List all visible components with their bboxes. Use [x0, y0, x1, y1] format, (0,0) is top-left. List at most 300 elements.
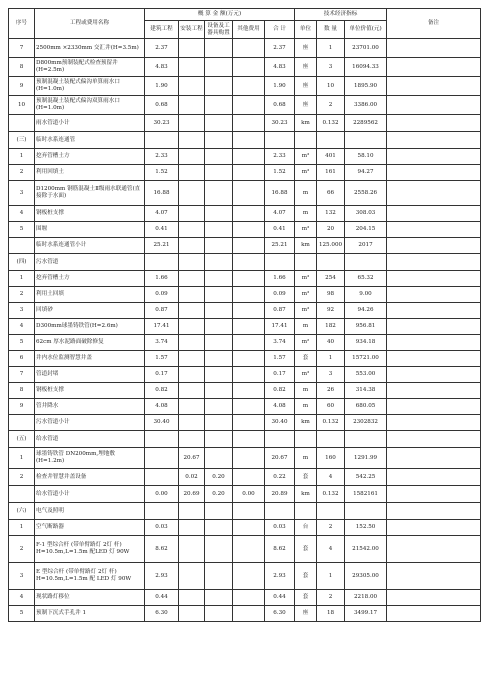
row-unit-price: 58.10 — [345, 149, 387, 165]
row-quantity: 18 — [317, 606, 345, 622]
table-row — [9, 39, 481, 58]
row-index: 3 — [9, 181, 35, 206]
row-unit: km — [295, 238, 317, 254]
row-total: 25.21 — [265, 238, 295, 254]
row-remarks — [387, 149, 481, 165]
row-installation — [179, 115, 205, 132]
row-equipment — [205, 351, 233, 367]
row-other — [233, 181, 265, 206]
row-remarks — [387, 115, 481, 132]
row-unit: 套 — [295, 536, 317, 563]
row-installation — [179, 399, 205, 415]
row-unit-price: 2289562 — [345, 115, 387, 132]
empty-cell — [233, 132, 265, 149]
table-body — [9, 39, 481, 622]
empty-cell — [205, 132, 233, 149]
row-remarks — [387, 590, 481, 606]
row-equipment: 0.20 — [205, 469, 233, 486]
row-total: 2.37 — [265, 39, 295, 58]
empty-cell — [295, 254, 317, 271]
row-quantity: 0.132 — [317, 486, 345, 503]
row-construction: 2.33 — [145, 149, 179, 165]
row-index: 4 — [9, 590, 35, 606]
table-row — [9, 520, 481, 536]
row-quantity: 125.000 — [317, 238, 345, 254]
row-construction: 0.41 — [145, 222, 179, 238]
row-quantity: 132 — [317, 206, 345, 222]
row-construction: 6.30 — [145, 606, 179, 622]
row-other — [233, 319, 265, 335]
row-total: 17.41 — [265, 319, 295, 335]
row-name: 回填砂 — [35, 303, 145, 319]
row-installation — [179, 415, 205, 431]
header-quantity: 数 量 — [317, 21, 345, 39]
row-unit: 座 — [295, 77, 317, 96]
empty-cell — [179, 254, 205, 271]
row-other — [233, 367, 265, 383]
row-total: 30.40 — [265, 415, 295, 431]
empty-cell — [387, 503, 481, 520]
table-row — [9, 590, 481, 606]
row-total: 6.30 — [265, 606, 295, 622]
row-construction: 0.00 — [145, 486, 179, 503]
row-remarks — [387, 563, 481, 590]
row-index: 2 — [9, 469, 35, 486]
row-construction: 30.23 — [145, 115, 179, 132]
row-equipment — [205, 58, 233, 77]
row-remarks — [387, 303, 481, 319]
row-other — [233, 165, 265, 181]
row-unit-price: 308.03 — [345, 206, 387, 222]
row-unit-price: 3386.00 — [345, 96, 387, 115]
row-construction: 1.90 — [145, 77, 179, 96]
row-index: 1 — [9, 149, 35, 165]
header-installation: 安装工程 — [179, 21, 205, 39]
row-installation — [179, 39, 205, 58]
row-remarks — [387, 351, 481, 367]
empty-cell — [265, 431, 295, 448]
row-installation — [179, 181, 205, 206]
row-construction: 0.82 — [145, 383, 179, 399]
row-unit: 座 — [295, 606, 317, 622]
table-row — [9, 399, 481, 415]
empty-cell — [387, 254, 481, 271]
row-index: 9 — [9, 77, 35, 96]
row-total: 0.82 — [265, 383, 295, 399]
empty-cell — [145, 431, 179, 448]
row-installation — [179, 149, 205, 165]
row-index — [9, 486, 35, 503]
empty-cell — [179, 132, 205, 149]
section-title: 电气及照明 — [35, 503, 145, 520]
row-name: 预制混凝土装配式偏沟双算雨水口(H=1.0m) — [35, 96, 145, 115]
empty-cell — [317, 132, 345, 149]
table-row — [9, 351, 481, 367]
table-row — [9, 383, 481, 399]
row-quantity: 1 — [317, 563, 345, 590]
row-construction: 2.93 — [145, 563, 179, 590]
row-remarks — [387, 486, 481, 503]
row-total: 4.08 — [265, 399, 295, 415]
table-row — [9, 367, 481, 383]
row-equipment — [205, 520, 233, 536]
row-total: 3.74 — [265, 335, 295, 351]
row-installation — [179, 96, 205, 115]
row-quantity: 1 — [317, 351, 345, 367]
row-equipment — [205, 39, 233, 58]
row-installation: 20.69 — [179, 486, 205, 503]
row-equipment — [205, 399, 233, 415]
row-quantity: 401 — [317, 149, 345, 165]
row-quantity: 60 — [317, 399, 345, 415]
header-total: 合 计 — [265, 21, 295, 39]
subtotal-row — [9, 415, 481, 431]
row-name: D300mm球墨铸铁管(H=2.6m) — [35, 319, 145, 335]
table-row — [9, 448, 481, 469]
empty-cell — [179, 431, 205, 448]
row-construction: 0.09 — [145, 287, 179, 303]
row-unit: m — [295, 319, 317, 335]
row-unit: m³ — [295, 367, 317, 383]
empty-cell — [295, 503, 317, 520]
table-row — [9, 303, 481, 319]
row-remarks — [387, 77, 481, 96]
row-remarks — [387, 383, 481, 399]
row-unit-price: 65.32 — [345, 271, 387, 287]
empty-cell — [233, 431, 265, 448]
row-equipment — [205, 181, 233, 206]
row-remarks — [387, 165, 481, 181]
empty-cell — [317, 431, 345, 448]
subtotal-row — [9, 238, 481, 254]
row-total: 2.33 — [265, 149, 295, 165]
row-construction: 1.57 — [145, 351, 179, 367]
row-installation — [179, 287, 205, 303]
row-total: 30.23 — [265, 115, 295, 132]
row-total: 2.93 — [265, 563, 295, 590]
row-name: D1200mm 钢筋混凝土Ⅱ级雨水联通管(直接除于水面) — [35, 181, 145, 206]
row-index: 9 — [9, 399, 35, 415]
row-name: 空气断路器 — [35, 520, 145, 536]
empty-cell — [317, 503, 345, 520]
row-installation — [179, 520, 205, 536]
row-other — [233, 39, 265, 58]
row-other — [233, 287, 265, 303]
row-installation — [179, 351, 205, 367]
empty-cell — [145, 503, 179, 520]
row-total: 0.17 — [265, 367, 295, 383]
row-quantity: 10 — [317, 77, 345, 96]
row-index: 6 — [9, 351, 35, 367]
row-unit: m — [295, 399, 317, 415]
row-unit-price: 152.50 — [345, 520, 387, 536]
header-tech-group: 技术经济指标 — [295, 9, 387, 21]
row-installation — [179, 206, 205, 222]
empty-cell — [205, 254, 233, 271]
row-unit-price: 94.26 — [345, 303, 387, 319]
section-index: (五) — [9, 431, 35, 448]
row-name: 利用回填土 — [35, 165, 145, 181]
row-unit-price: 15721.00 — [345, 351, 387, 367]
header-remarks: 备注 — [387, 9, 481, 39]
row-other — [233, 149, 265, 165]
row-equipment — [205, 606, 233, 622]
row-total: 20.89 — [265, 486, 295, 503]
row-construction: 17.41 — [145, 319, 179, 335]
row-index: 4 — [9, 319, 35, 335]
row-construction: 0.87 — [145, 303, 179, 319]
row-total: 0.87 — [265, 303, 295, 319]
row-unit: m³ — [295, 165, 317, 181]
row-other — [233, 351, 265, 367]
empty-cell — [387, 132, 481, 149]
section-row — [9, 254, 481, 271]
row-unit: m³ — [295, 222, 317, 238]
row-equipment — [205, 222, 233, 238]
empty-cell — [265, 254, 295, 271]
row-remarks — [387, 238, 481, 254]
row-name: 雨水管道小计 — [35, 115, 145, 132]
row-quantity: 4 — [317, 469, 345, 486]
row-remarks — [387, 271, 481, 287]
row-unit: 台 — [295, 520, 317, 536]
empty-cell — [317, 254, 345, 271]
section-row — [9, 431, 481, 448]
row-unit-price: 314.38 — [345, 383, 387, 399]
row-quantity: 3 — [317, 367, 345, 383]
row-total: 4.07 — [265, 206, 295, 222]
row-unit-price: 9.00 — [345, 287, 387, 303]
row-unit: km — [295, 415, 317, 431]
row-equipment — [205, 536, 233, 563]
row-other: 0.00 — [233, 486, 265, 503]
row-name: 围堰 — [35, 222, 145, 238]
row-equipment — [205, 271, 233, 287]
row-quantity: 182 — [317, 319, 345, 335]
row-quantity: 40 — [317, 335, 345, 351]
row-quantity: 160 — [317, 448, 345, 469]
row-unit: m³ — [295, 149, 317, 165]
row-unit-price: 956.81 — [345, 319, 387, 335]
row-name: E 型综合杆 (带单臂路灯 2灯 杆) H=10.5m,L=1.5m 配 LED 灯 90W — [35, 563, 145, 590]
header-other: 其他费用 — [233, 21, 265, 39]
table-row — [9, 319, 481, 335]
row-quantity: 98 — [317, 287, 345, 303]
row-name: 62cm 厚水泥路面破除修复 — [35, 335, 145, 351]
row-construction: 4.08 — [145, 399, 179, 415]
row-equipment — [205, 96, 233, 115]
section-row — [9, 132, 481, 149]
row-remarks — [387, 367, 481, 383]
row-total: 0.09 — [265, 287, 295, 303]
row-index: 7 — [9, 367, 35, 383]
row-unit-price: 2558.26 — [345, 181, 387, 206]
row-unit-price: 1895.90 — [345, 77, 387, 96]
empty-cell — [265, 132, 295, 149]
row-unit: m² — [295, 335, 317, 351]
header-index: 序号 — [9, 9, 35, 39]
row-installation — [179, 563, 205, 590]
subtotal-row — [9, 115, 481, 132]
row-construction: 0.03 — [145, 520, 179, 536]
row-remarks — [387, 287, 481, 303]
row-unit-price: 680.05 — [345, 399, 387, 415]
row-name: 2500mm ×2330mm 交汇井(H=3.5m) — [35, 39, 145, 58]
empty-cell — [345, 254, 387, 271]
row-other — [233, 115, 265, 132]
header-construction: 建筑工程 — [145, 21, 179, 39]
empty-cell — [233, 503, 265, 520]
row-other — [233, 335, 265, 351]
row-index: 2 — [9, 165, 35, 181]
row-index: 8 — [9, 58, 35, 77]
header-unit: 单位 — [295, 21, 317, 39]
row-construction: 1.66 — [145, 271, 179, 287]
row-total: 0.68 — [265, 96, 295, 115]
row-installation — [179, 238, 205, 254]
row-index: 3 — [9, 303, 35, 319]
row-installation — [179, 319, 205, 335]
row-index: 5 — [9, 335, 35, 351]
row-name: 钢板桩支撑 — [35, 206, 145, 222]
table-row — [9, 222, 481, 238]
row-unit-price: 553.00 — [345, 367, 387, 383]
row-equipment — [205, 590, 233, 606]
section-index: (四) — [9, 254, 35, 271]
row-other — [233, 96, 265, 115]
row-total: 0.41 — [265, 222, 295, 238]
row-other — [233, 469, 265, 486]
row-total: 4.83 — [265, 58, 295, 77]
empty-cell — [345, 431, 387, 448]
row-installation — [179, 165, 205, 181]
empty-cell — [265, 503, 295, 520]
row-index — [9, 115, 35, 132]
estimate-table — [8, 8, 481, 622]
row-equipment — [205, 77, 233, 96]
row-construction: 4.83 — [145, 58, 179, 77]
row-construction: 2.37 — [145, 39, 179, 58]
row-construction: 16.88 — [145, 181, 179, 206]
row-unit: km — [295, 115, 317, 132]
row-installation — [179, 303, 205, 319]
row-total: 1.52 — [265, 165, 295, 181]
empty-cell — [345, 132, 387, 149]
row-index — [9, 238, 35, 254]
section-index: (六) — [9, 503, 35, 520]
row-name: 钢板桩支撑 — [35, 383, 145, 399]
row-total: 0.22 — [265, 469, 295, 486]
row-equipment — [205, 165, 233, 181]
row-installation — [179, 590, 205, 606]
row-unit: m³ — [295, 303, 317, 319]
row-unit: km — [295, 486, 317, 503]
row-remarks — [387, 58, 481, 77]
row-equipment — [205, 238, 233, 254]
row-equipment — [205, 287, 233, 303]
row-construction: 0.68 — [145, 96, 179, 115]
row-unit: 座 — [295, 39, 317, 58]
row-name: 临时水系连通管小计 — [35, 238, 145, 254]
row-index: 1 — [9, 448, 35, 469]
row-unit-price: 1291.99 — [345, 448, 387, 469]
header-unit-price: 单位价值(元) — [345, 21, 387, 39]
row-unit-price: 542.25 — [345, 469, 387, 486]
row-equipment — [205, 448, 233, 469]
row-construction: 4.07 — [145, 206, 179, 222]
empty-cell — [387, 431, 481, 448]
row-installation — [179, 58, 205, 77]
row-name: 管道封堵 — [35, 367, 145, 383]
row-name: 给水管道小计 — [35, 486, 145, 503]
row-index: 1 — [9, 520, 35, 536]
row-name: F-1 型综合杆 (带单臂路灯 2灯 杆) H=10.5m,L=1.5m 配LED 灯 90W — [35, 536, 145, 563]
row-equipment — [205, 383, 233, 399]
row-remarks — [387, 415, 481, 431]
row-quantity: 2 — [317, 96, 345, 115]
row-unit: m³ — [295, 287, 317, 303]
row-total: 1.90 — [265, 77, 295, 96]
row-index: 2 — [9, 287, 35, 303]
row-unit: m — [295, 448, 317, 469]
row-other — [233, 536, 265, 563]
row-construction: 8.62 — [145, 536, 179, 563]
row-construction: 0.17 — [145, 367, 179, 383]
row-installation — [179, 606, 205, 622]
row-unit-price: 2302832 — [345, 415, 387, 431]
row-installation — [179, 335, 205, 351]
row-other — [233, 448, 265, 469]
table-row — [9, 181, 481, 206]
row-other — [233, 222, 265, 238]
row-installation — [179, 271, 205, 287]
row-index: 10 — [9, 96, 35, 115]
row-total: 0.44 — [265, 590, 295, 606]
row-installation: 20.67 — [179, 448, 205, 469]
row-index: 5 — [9, 222, 35, 238]
row-unit-price: 3499.17 — [345, 606, 387, 622]
row-unit-price: 2017 — [345, 238, 387, 254]
row-equipment — [205, 206, 233, 222]
row-unit: m — [295, 206, 317, 222]
empty-cell — [145, 132, 179, 149]
row-equipment — [205, 367, 233, 383]
table-row — [9, 271, 481, 287]
section-row — [9, 503, 481, 520]
row-quantity: 2 — [317, 590, 345, 606]
row-quantity: 254 — [317, 271, 345, 287]
row-other — [233, 303, 265, 319]
table-row — [9, 335, 481, 351]
row-total: 1.57 — [265, 351, 295, 367]
empty-cell — [295, 431, 317, 448]
row-unit-price: 204.15 — [345, 222, 387, 238]
row-unit: m — [295, 383, 317, 399]
row-index: 2 — [9, 536, 35, 563]
row-unit: 套 — [295, 469, 317, 486]
subtotal-row — [9, 486, 481, 503]
empty-cell — [205, 431, 233, 448]
row-unit: 座 — [295, 96, 317, 115]
table-row — [9, 96, 481, 115]
table-row — [9, 469, 481, 486]
row-unit: 套 — [295, 590, 317, 606]
row-total: 0.03 — [265, 520, 295, 536]
row-equipment — [205, 563, 233, 590]
row-quantity: 20 — [317, 222, 345, 238]
row-equipment — [205, 335, 233, 351]
row-quantity: 26 — [317, 383, 345, 399]
